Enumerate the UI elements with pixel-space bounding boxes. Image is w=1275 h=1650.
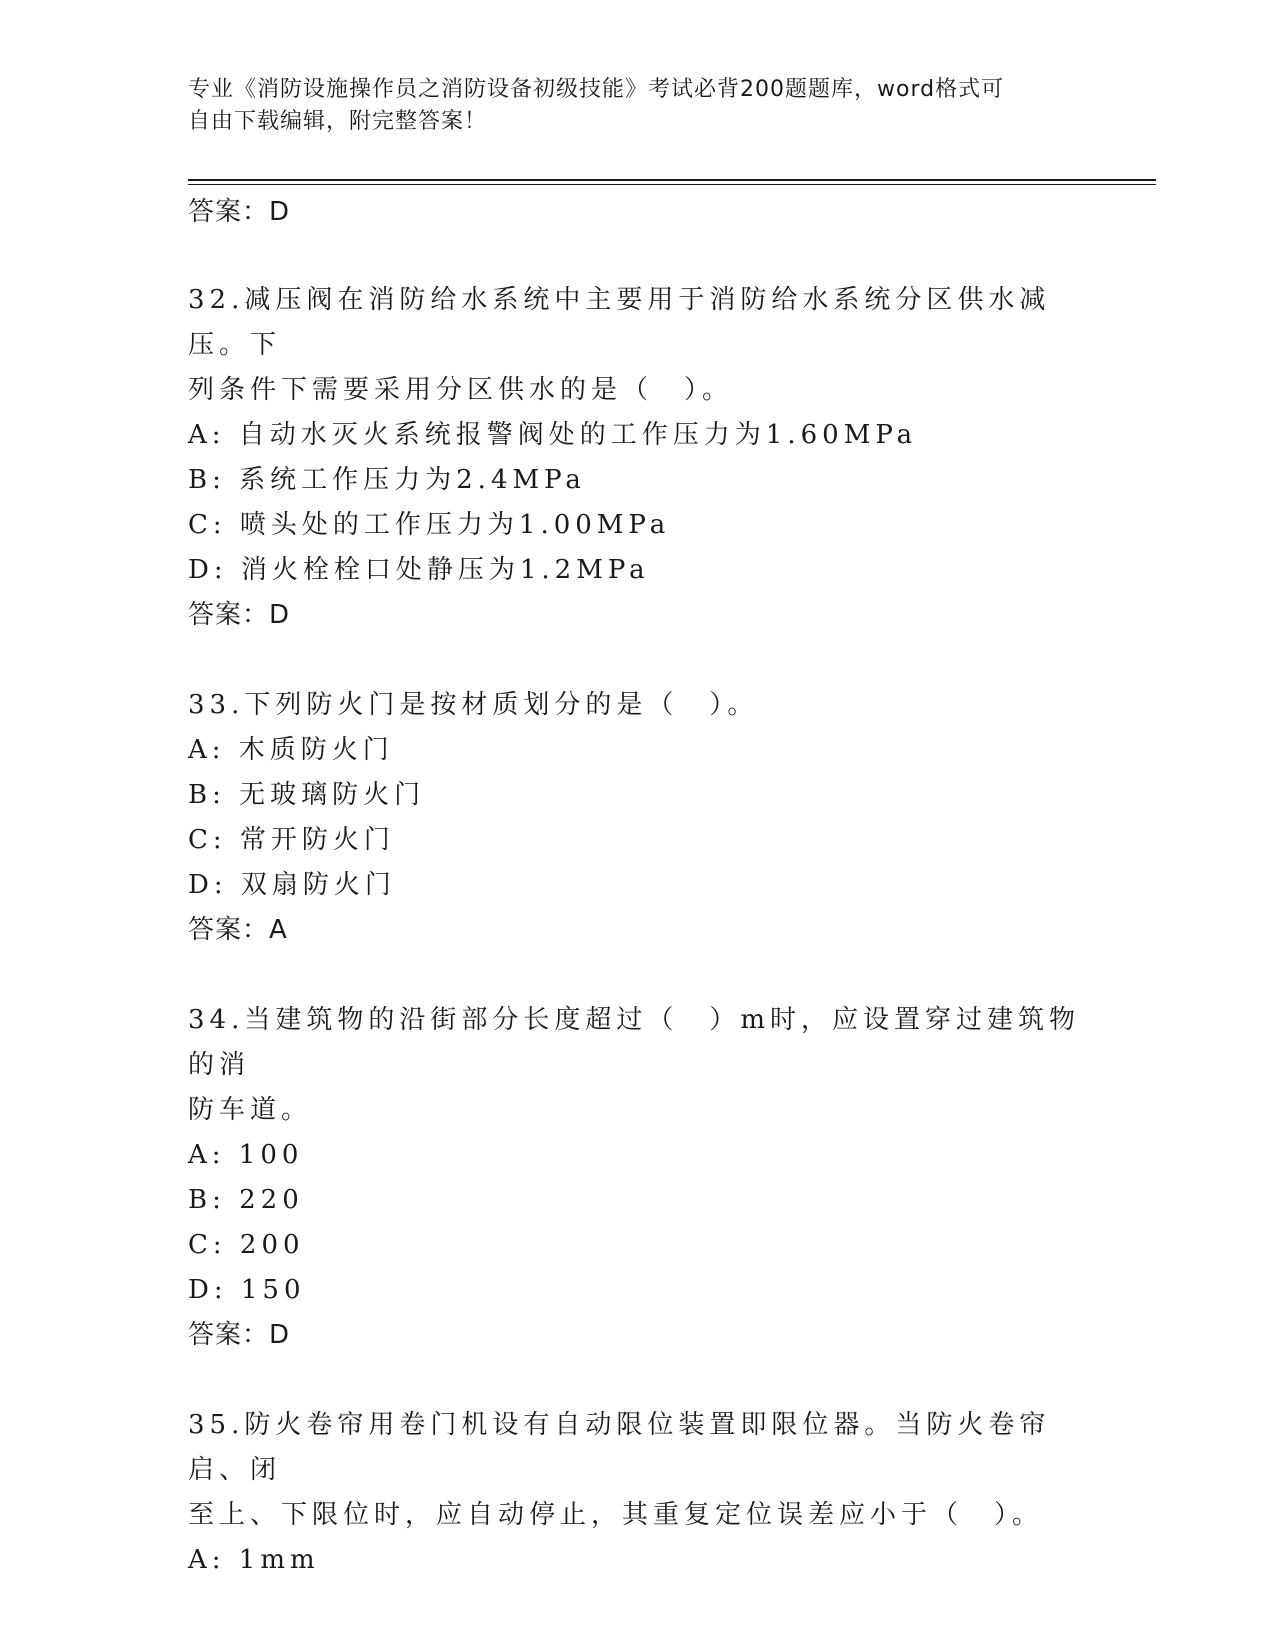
page-header xyxy=(188,74,1088,138)
header-divider xyxy=(188,179,1156,181)
option-d: D: 消火栓栓口处静压为1.2MPa xyxy=(188,555,650,585)
option-b: B: 无玻璃防火门 xyxy=(188,780,426,810)
answer-line: 答案：A xyxy=(188,915,288,945)
question-32 xyxy=(188,278,1088,637)
answer-line: 答案：D xyxy=(188,197,291,227)
document-body xyxy=(188,190,1088,1583)
question-33 xyxy=(188,683,1088,952)
question-stem-continued: 防车道。 xyxy=(188,1095,313,1125)
option-b: B: 220 xyxy=(188,1185,304,1215)
option-a: A: 1mm xyxy=(188,1545,320,1575)
header-divider-thin xyxy=(188,184,1156,185)
option-a: A: 木质防火门 xyxy=(188,735,394,765)
option-b: B: 系统工作压力为2.4MPa xyxy=(188,465,586,495)
question-34 xyxy=(188,998,1088,1357)
question-stem: 35.防火卷帘用卷门机设有自动限位装置即限位器。当防火卷帘启、闭 xyxy=(188,1410,1051,1485)
question-35 xyxy=(188,1403,1088,1583)
header-line-1: 专业《消防设施操作员之消防设备初级技能》考试必背200题题库，word格式可 xyxy=(188,77,1005,102)
option-a: A: 100 xyxy=(188,1140,304,1170)
question-stem: 32.减压阀在消防给水系统中主要用于消防给水系统分区供水减压。下 xyxy=(188,285,1051,360)
question-stem: 33.下列防火门是按材质划分的是（ ）。 xyxy=(188,690,759,720)
question-stem: 34.当建筑物的沿街部分长度超过（ ）m时，应设置穿过建筑物的消 xyxy=(188,1005,1081,1080)
option-c: C: 喷头处的工作压力为1.00MPa xyxy=(188,510,671,540)
option-c: C: 常开防火门 xyxy=(188,825,395,855)
option-d: D: 双扇防火门 xyxy=(188,870,396,900)
option-a: A: 自动水灭火系统报警阀处的工作压力为1.60MPa xyxy=(188,420,918,450)
header-line-2: 自由下载编辑，附完整答案！ xyxy=(188,109,488,134)
answer-line: 答案：D xyxy=(188,1320,291,1350)
option-c: C: 200 xyxy=(188,1230,305,1260)
question-stem-continued: 列条件下需要采用分区供水的是（ ）。 xyxy=(188,375,734,405)
option-d: D: 150 xyxy=(188,1275,306,1305)
answer-line: 答案：D xyxy=(188,600,291,630)
question-stem-continued: 至上、下限位时，应自动停止，其重复定位误差应小于（ ）。 xyxy=(188,1500,1044,1530)
